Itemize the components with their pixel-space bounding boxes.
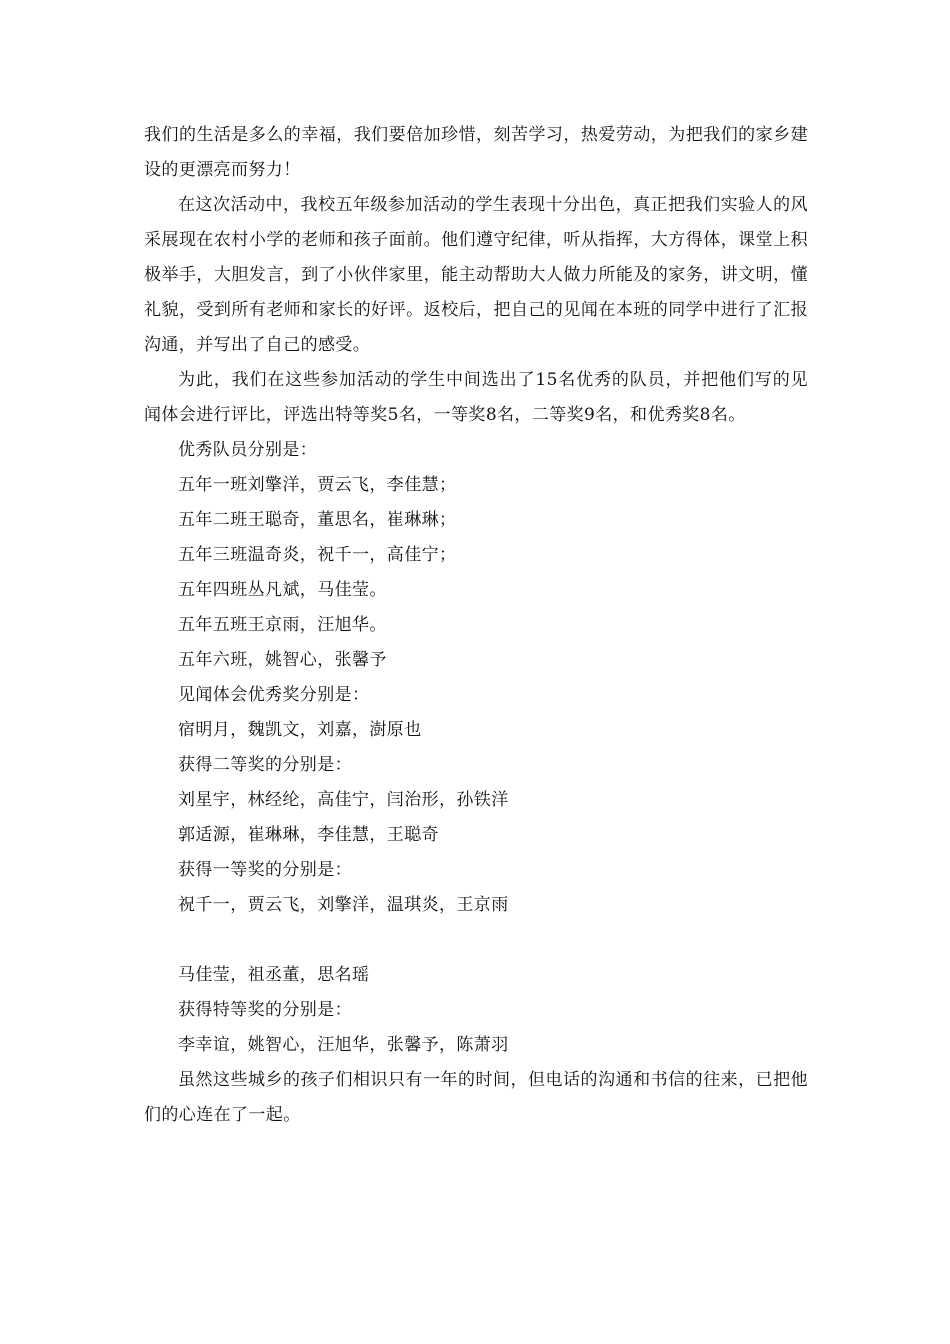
- class-4-members: 五年四班丛凡斌，马佳莹。: [178, 580, 387, 600]
- paragraph-activity: 在这次活动中，我校五年级参加活动的学生表现十分出色，真正把我们实验人的风采展现在农村小学的老师和孩子面前。他们遵守纪律，听从指挥，大方得体，课堂上积极举手，大胆发言，到了小伙伴家里，能主动帮助大人做力所能及的家务，讲文明，懂礼貌，受到所有老师和家长的好评。返校后，把自己的见闻在本班的同学中进行了汇报沟通，并写出了自己的感受。: [144, 195, 808, 355]
- first-prize-names-2: 马佳莹，祖丞董，思名瑶: [178, 965, 370, 985]
- paragraph-life: 我们的生活是多么的幸福，我们要倍加珍惜，刻苦学习，热爱劳动，为把我们的家乡建设的更漂亮而努力！: [144, 125, 808, 180]
- merit-award-heading: 见闻体会优秀奖分别是：: [178, 685, 370, 705]
- paragraph-closing: 虽然这些城乡的孩子们相识只有一年的时间，但电话的沟通和书信的往来，已把他们的心连在了一起。: [144, 1070, 808, 1125]
- class-3-members: 五年三班温奇炎，祝千一，高佳宁；: [178, 545, 457, 565]
- second-prize-heading: 获得二等奖的分别是：: [178, 755, 352, 775]
- special-prize-names: 李幸谊，姚智心，汪旭华，张馨予，陈萧羽: [178, 1035, 509, 1055]
- document-body: [144, 118, 808, 1133]
- paragraph-selection: 为此，我们在这些参加活动的学生中间选出了15名优秀的队员，并把他们写的见闻体会进行评比，评选出特等奖5名，一等奖8名，二等奖9名，和优秀奖8名。: [144, 370, 808, 425]
- second-prize-names-2: 郭适源，崔琳琳，李佳慧，王聪奇: [178, 825, 439, 845]
- class-2-members: 五年二班王聪奇，董思名，崔琳琳；: [178, 510, 457, 530]
- second-prize-names-1: 刘星宇，林经纶，高佳宁，闫治形，孙铁洋: [178, 790, 509, 810]
- class-6-members: 五年六班，姚智心，张馨予: [178, 650, 387, 670]
- class-1-members: 五年一班刘擎洋，贾云飞，李佳慧；: [178, 475, 457, 495]
- special-prize-heading: 获得特等奖的分别是：: [178, 1000, 352, 1020]
- merit-award-names: 宿明月，魏凯文，刘嘉，澍原也: [178, 720, 422, 740]
- first-prize-names-1: 祝千一，贾云飞，刘擎洋，温琪炎，王京雨: [178, 895, 509, 915]
- blank-line: [144, 923, 808, 958]
- excellent-members-heading: 优秀队员分别是：: [178, 440, 318, 460]
- class-5-members: 五年五班王京雨，汪旭华。: [178, 615, 387, 635]
- first-prize-heading: 获得一等奖的分别是：: [178, 860, 352, 880]
